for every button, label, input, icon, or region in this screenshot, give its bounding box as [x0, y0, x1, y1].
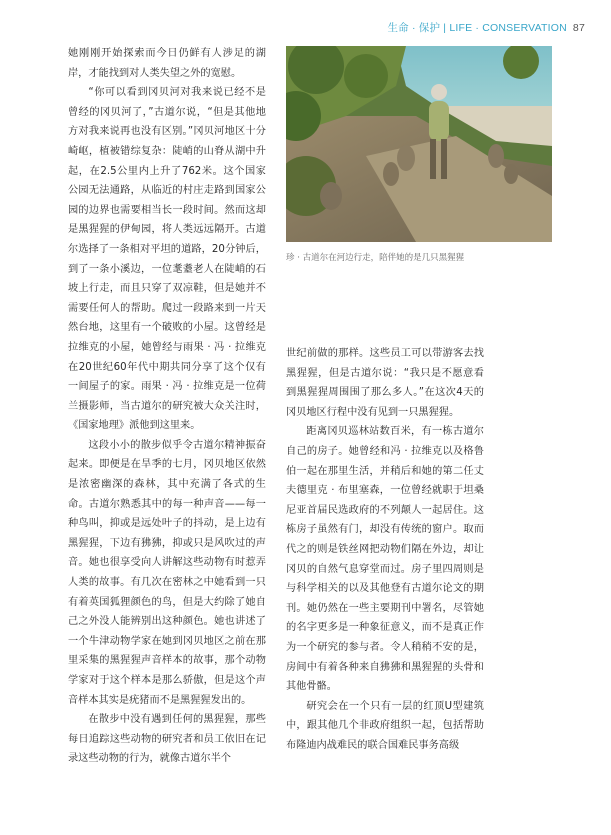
paragraph: 研究会在一个只有一层的红顶U型建筑中，跟其他几个非政府组织一起，包括帮助布隆迪内战难民的联合国难民事务高级	[286, 700, 484, 751]
running-header	[387, 20, 585, 35]
paragraph: 她刚刚开始探索而今日仍鲜有人涉足的湖岸，才能找到对人类失望之外的宽慰。	[68, 48, 266, 79]
photo-goodall-with-baboons	[286, 46, 552, 242]
left-text-column	[68, 44, 266, 769]
right-text-column	[286, 344, 484, 755]
paragraph: 这段小小的散步似乎令古道尔精神振奋起来。即便是在旱季的七月，冈贝地区依然是浓密幽深的森林，其中充满了各式的生命。古道尔熟悉其中的每一种声音——每一种鸟叫，抑或是远处叶子的抖动，是上边有黑猩猩，下边有狒狒，抑或只是风吹过的声音。她也很享受向人讲解这些动物有时惹弄人类的故事。有几次在密林之中她看到一只有着英国狐狸颜色的鸟，但是大约除了她自己之外没人能辨别出这种颜色。她也讲述了一个牛津动物学家在她到冈贝地区之前在那里采集的黑猩猩声音样本的故事，那个动物学家对于这个样本是那么骄傲，但是这个声音样本其实是疣猪而不是黑猩猩发出的。	[68, 439, 266, 706]
paragraph: 距离冈贝巡林站数百米，有一栋古道尔自己的房子。她曾经和冯 · 拉维克以及格鲁伯一起在那里生活，并稍后和她的第二任丈夫德里克 · 布里塞森，一位曾经就职于坦桑尼亚首届民选政府的不列颠人一起居住。这栋房子虽然有门，却没有传统的窗户。取而代之的则是铁丝网把动物们隔在外边，却让冈贝的自然气息穿堂而过。房子里四周则是与科学相关的以及其他登有古道尔论文的期刊。她仍然在一些主要期刊中署名，尽管她的名字更多是一种象征意义，而不是真正作为一个研究的参与者。令人稍稍不安的是，房间中有着各种来自狒狒和黑猩猩的头骨和其他骨骼。	[286, 426, 484, 693]
paragraph: 世纪前做的那样。这些员工可以带游客去找黑猩猩，但是古道尔说：“我只是不愿意看到黑猩猩周围围了那么多人。”在这次4天的冈贝地区行程中没有见到一只黑猩猩。	[286, 348, 484, 418]
paragraph: “你可以看到冈贝河对我来说已经不是曾经的冈贝河了，”古道尔说，“但是其他地方对我来说再也没有区别。”冈贝河地区十分崎岖，植被错综复杂：陡峭的山脊从湖中升起，在2.5公里内上升了762米。这个国家公园无法通路，从临近的村庄走路到国家公园的边界也需要相当长一段时间。然而这却是黑猩猩的伊甸园，将人类远远隔开。古道尔选择了一条相对平坦的道路，20分钟后，到了一条小溪边，一位耄耋老人在陡峭的石坡上行走，而且只穿了双凉鞋，但是她并不需要任何人的帮助。爬过一段路来到一片天然台地，这里有一个破败的小屋。这曾经是拉维克的小屋，她曾经与雨果 · 冯 · 拉维克在20世纪60年代中期共同分享了这个仅有一间屋子的家。雨果 · 冯 · 拉维克是一位荷兰摄影师，当古道尔的研究被大众关注时，《国家地理》派他到这里来。	[68, 87, 266, 432]
section-label: 生命 · 保护 | LIFE · CONSERVATION	[387, 22, 567, 34]
paragraph: 在散步中没有遇到任何的黑猩猩，那些每日追踪这些动物的研究者和员工依旧在记录这些动物的行为，就像古道尔半个	[68, 714, 266, 765]
photo-caption: 珍 · 古道尔在河边行走，陪伴她的是几只黑猩猩	[286, 253, 465, 263]
page-number: 87	[572, 22, 585, 34]
photo-image	[286, 46, 552, 242]
